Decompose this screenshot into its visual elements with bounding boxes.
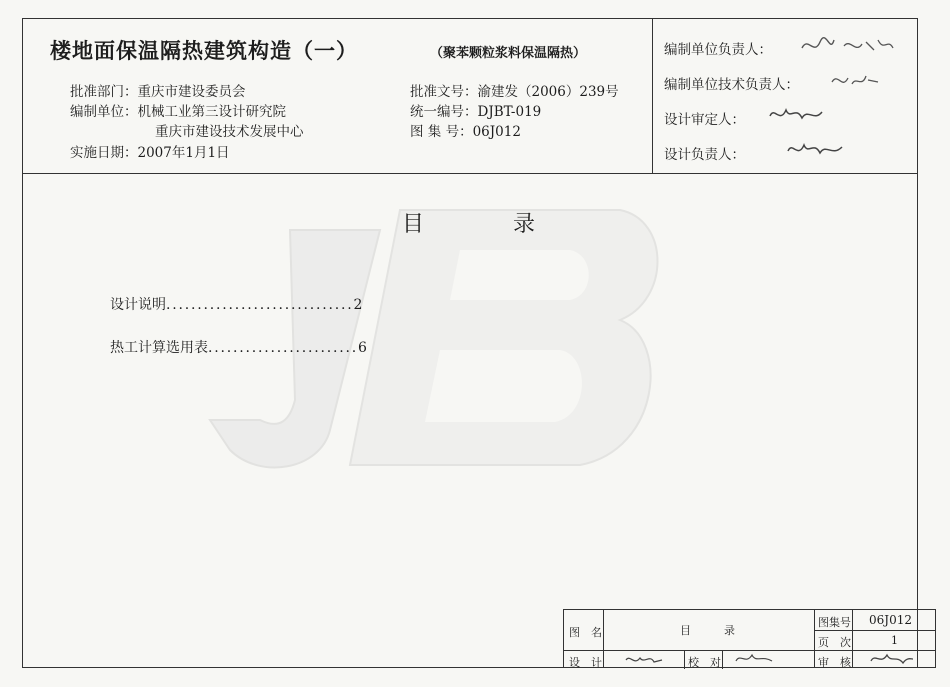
title-block-col	[722, 650, 723, 669]
review-label: 审 核	[818, 656, 851, 669]
handwritten-signature-icon	[786, 139, 844, 161]
drawing-name: 目 录	[680, 624, 735, 637]
title-block	[563, 609, 936, 668]
atlas-number: 图 集 号：06J012	[410, 124, 521, 140]
page-label: 页 次	[818, 636, 851, 649]
effective-date: 实施日期：2007年1月1日	[70, 145, 230, 161]
approval-doc-no: 批准文号：渝建发（2006）239号	[410, 84, 619, 100]
toc-item-label: 设计说明	[110, 297, 166, 313]
tech-head-signature	[830, 70, 880, 96]
title-block-col	[814, 610, 815, 667]
reviewer-signature	[768, 104, 824, 130]
compiler-unit-2: 重庆市建设技术发展中心	[155, 124, 304, 140]
toc-item-page: 2	[353, 297, 363, 313]
handwritten-signature-icon	[800, 34, 895, 58]
compiler-unit: 编制单位：机械工业第三设计研究院	[70, 104, 286, 120]
document-subtitle: （聚苯颗粒浆料保温隔热）	[430, 46, 587, 61]
toc-item[interactable]	[110, 337, 367, 357]
handwritten-signature-icon	[830, 70, 880, 92]
design-label: 设 计	[569, 656, 602, 669]
title-block-col	[603, 610, 604, 667]
reviewer-label: 设计审定人：	[664, 112, 745, 128]
designer-signature	[786, 139, 844, 165]
tech-head-label: 编制单位技术负责人：	[664, 77, 799, 93]
handwritten-signature-icon	[768, 104, 824, 126]
unit-head-label: 编制单位负责人：	[664, 42, 772, 58]
atlas-no-value: 06J012	[869, 613, 912, 627]
designer-label: 设计负责人：	[664, 147, 745, 163]
unified-number: 统一编号：DJBT-019	[410, 104, 542, 120]
header-vertical-divider	[652, 18, 653, 174]
review-signature-icon	[869, 651, 914, 667]
title-block-col	[684, 650, 685, 669]
design-signature-icon	[624, 652, 664, 667]
drawing-name-label: 图 名	[569, 626, 602, 639]
toc-item-label: 热工计算选用表	[110, 340, 208, 356]
toc-item-page: 6	[358, 340, 367, 356]
approval-dept: 批准部门：重庆市建设委员会	[70, 84, 246, 100]
document-title: 楼地面保温隔热建筑构造（一）	[50, 38, 358, 63]
toc-leader: ..............................	[166, 297, 354, 313]
header-divider	[22, 173, 918, 174]
toc-heading-right: 录	[513, 212, 536, 237]
toc-leader: ........................	[208, 340, 359, 356]
page-value: 1	[891, 634, 898, 647]
title-block-row-divider	[814, 630, 936, 631]
unit-head-signature	[800, 34, 895, 62]
check-signature-icon	[734, 651, 774, 667]
check-label: 校 对	[688, 656, 721, 669]
toc-heading-left: 目	[402, 212, 425, 237]
atlas-no-label: 图集号	[818, 616, 851, 629]
toc-item[interactable]	[110, 294, 362, 314]
title-block-col	[852, 610, 853, 667]
